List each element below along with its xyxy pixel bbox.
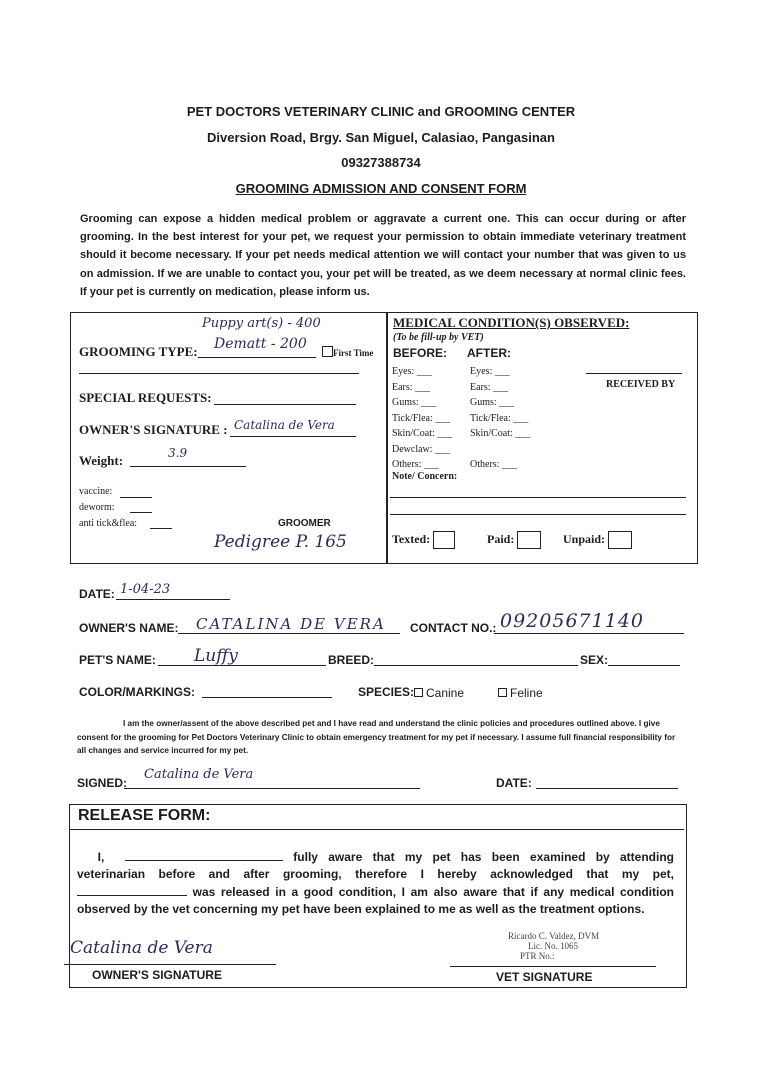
after-gums[interactable]: Gums: ___: [470, 397, 515, 408]
release-owner-sig-value[interactable]: Catalina de Vera: [70, 938, 213, 958]
note-line-1[interactable]: [390, 497, 686, 498]
first-time-label: First Time: [333, 348, 374, 358]
before-eyes[interactable]: Eyes: ___: [392, 366, 432, 377]
canine-option[interactable]: [414, 686, 464, 700]
received-by-label: RECEIVED BY: [606, 379, 676, 390]
vaccine-label: vaccine:: [79, 486, 113, 497]
pet-name-label: PET'S NAME:: [79, 653, 156, 667]
before-gums[interactable]: Gums: ___: [392, 397, 437, 408]
before-dewclaw[interactable]: Dewclaw: ___: [392, 443, 451, 455]
before-ears[interactable]: Ears: ___: [392, 381, 431, 393]
breed-field[interactable]: [374, 665, 578, 666]
breed-label: BREED:: [328, 653, 375, 667]
owner-name-label: OWNER'S NAME:: [79, 621, 179, 635]
before-list: [392, 364, 452, 473]
release-title: RELEASE FORM:: [78, 807, 211, 824]
unpaid-field: [563, 531, 632, 549]
signed-date-field[interactable]: [536, 788, 678, 789]
special-requests-field[interactable]: [214, 404, 356, 405]
clinic-address: Diversion Road, Brgy. San Miguel, Calasiao, Pangasinan: [207, 130, 555, 145]
stamp-lic: Lic. No. 1065: [528, 941, 578, 951]
paid-checkbox[interactable]: [517, 531, 541, 549]
weight-value[interactable]: 3.9: [168, 446, 188, 460]
release-name-field[interactable]: [125, 848, 283, 861]
texted-label: Texted:: [392, 531, 431, 546]
clinic-phone: 09327388734: [341, 155, 421, 170]
owner-signature-label: OWNER'S SIGNATURE :: [79, 422, 228, 437]
note-label: Note/ Concern:: [392, 471, 458, 482]
owner-signature-value[interactable]: Catalina de Vera: [234, 418, 335, 432]
special-requests-label: SPECIAL REQUESTS:: [79, 390, 212, 405]
antitick-label: anti tick&flea:: [79, 518, 138, 529]
stamp-ptr: PTR No.:: [520, 951, 555, 961]
first-time-checkbox[interactable]: [322, 346, 333, 357]
signed-date-label: DATE:: [496, 776, 532, 790]
date-label: DATE:: [79, 587, 115, 601]
feline-checkbox[interactable]: [498, 688, 507, 697]
color-label: COLOR/MARKINGS:: [79, 685, 195, 699]
contact-label: CONTACT NO.:: [410, 621, 497, 635]
feline-label: Feline: [510, 686, 543, 700]
signed-value[interactable]: Catalina de Vera: [144, 767, 254, 782]
vet-stamp: [508, 931, 599, 961]
after-eyes[interactable]: Eyes: ___: [470, 366, 510, 377]
after-ears[interactable]: Ears: ___: [470, 381, 509, 393]
vet-sig-label: VET SIGNATURE: [496, 970, 593, 984]
after-skincoat[interactable]: Skin/Coat: ___: [470, 428, 531, 439]
groomer-label: GROOMER: [278, 518, 331, 529]
groomer-value[interactable]: Pedigree P. 165: [214, 532, 347, 552]
release-i: I,: [97, 850, 105, 864]
before-skincoat[interactable]: Skin/Coat: ___: [392, 428, 453, 439]
after-label: AFTER:: [467, 346, 511, 360]
paid-field: [487, 531, 541, 549]
owner-name-value[interactable]: CATALINA DE VERA: [196, 615, 386, 633]
medical-subtitle: (To be fill-up by VET): [393, 332, 484, 343]
species-label: SPECIES:: [358, 685, 415, 699]
before-others[interactable]: Others: ___: [392, 459, 439, 470]
texted-field: [392, 531, 455, 549]
grooming-type-note: Puppy art(s) - 400: [202, 316, 321, 331]
pet-name-value[interactable]: Luffy: [194, 646, 238, 666]
unpaid-label: Unpaid:: [563, 531, 606, 546]
signed-label: SIGNED:: [77, 776, 128, 790]
release-text-2: was released in a good condition, I am also aware that if any medical condition observed by the vet concerning my pet have been explained to me as well as the treatment options.: [77, 885, 674, 916]
contact-value[interactable]: 09205671140: [500, 610, 644, 632]
sex-label: SEX:: [580, 653, 609, 667]
stamp-name: Ricardo C. Valdez, DVM: [508, 931, 600, 941]
consent-paragraph: I am the owner/assent of the above described pet and I have read and understand the clinic policies and procedures outlined above. I give consent for the grooming for Pet Doctors Veterinary Clinic to obtain emergency treatment for my pet if necessary. I assume full financial responsibility for all changes and service incurred for my pet.: [77, 719, 676, 755]
after-others[interactable]: Others: ___: [470, 459, 517, 470]
release-text-1: fully aware that my pet has been examined by attending veterinarian before and after grooming, therefore I hereby acknowledged that my pet,: [77, 850, 674, 881]
note-line-2[interactable]: [390, 514, 686, 515]
after-tickflea[interactable]: Tick/Flea: ___: [470, 412, 529, 424]
grooming-type-value[interactable]: Dematt - 200: [214, 336, 307, 352]
texted-checkbox[interactable]: [433, 531, 455, 549]
weight-label: Weight:: [79, 453, 124, 468]
unpaid-checkbox[interactable]: [608, 531, 632, 549]
date-value[interactable]: 1-04-23: [120, 582, 171, 597]
medical-title: MEDICAL CONDITION(S) OBSERVED:: [393, 315, 630, 330]
after-list: [470, 364, 530, 473]
sex-field[interactable]: [608, 665, 680, 666]
form-title: GROOMING ADMISSION AND CONSENT FORM: [235, 181, 527, 196]
canine-label: Canine: [426, 686, 465, 700]
before-label: BEFORE:: [393, 346, 447, 360]
paid-label: Paid:: [487, 531, 515, 546]
feline-option[interactable]: [498, 686, 543, 700]
owner-sig-label: OWNER'S SIGNATURE: [92, 968, 222, 982]
clinic-name: PET DOCTORS VETERINARY CLINIC and GROOMING CENTER: [186, 104, 576, 119]
before-tickflea[interactable]: Tick/Flea: ___: [392, 412, 451, 424]
intro-paragraph: Grooming can expose a hidden medical problem or aggravate a current one. This can occur during or after grooming. In the best interest for your pet, we request your permission to obtain immediate veterinary treatment should it become necessary. If your pet needs medical attention we will contact your number that was given to us on admission. If we are unable to contact you, your pet will be treated, as we deem necessary at normal clinic fees. If your pet is currently on medication, please inform us.: [80, 213, 686, 298]
color-field[interactable]: [202, 697, 332, 698]
grooming-type-label: GROOMING TYPE:: [79, 344, 198, 359]
canine-checkbox[interactable]: [414, 688, 423, 697]
release-text: [77, 848, 674, 918]
release-pet-field[interactable]: [77, 883, 187, 896]
deworm-label: deworm:: [79, 502, 115, 513]
